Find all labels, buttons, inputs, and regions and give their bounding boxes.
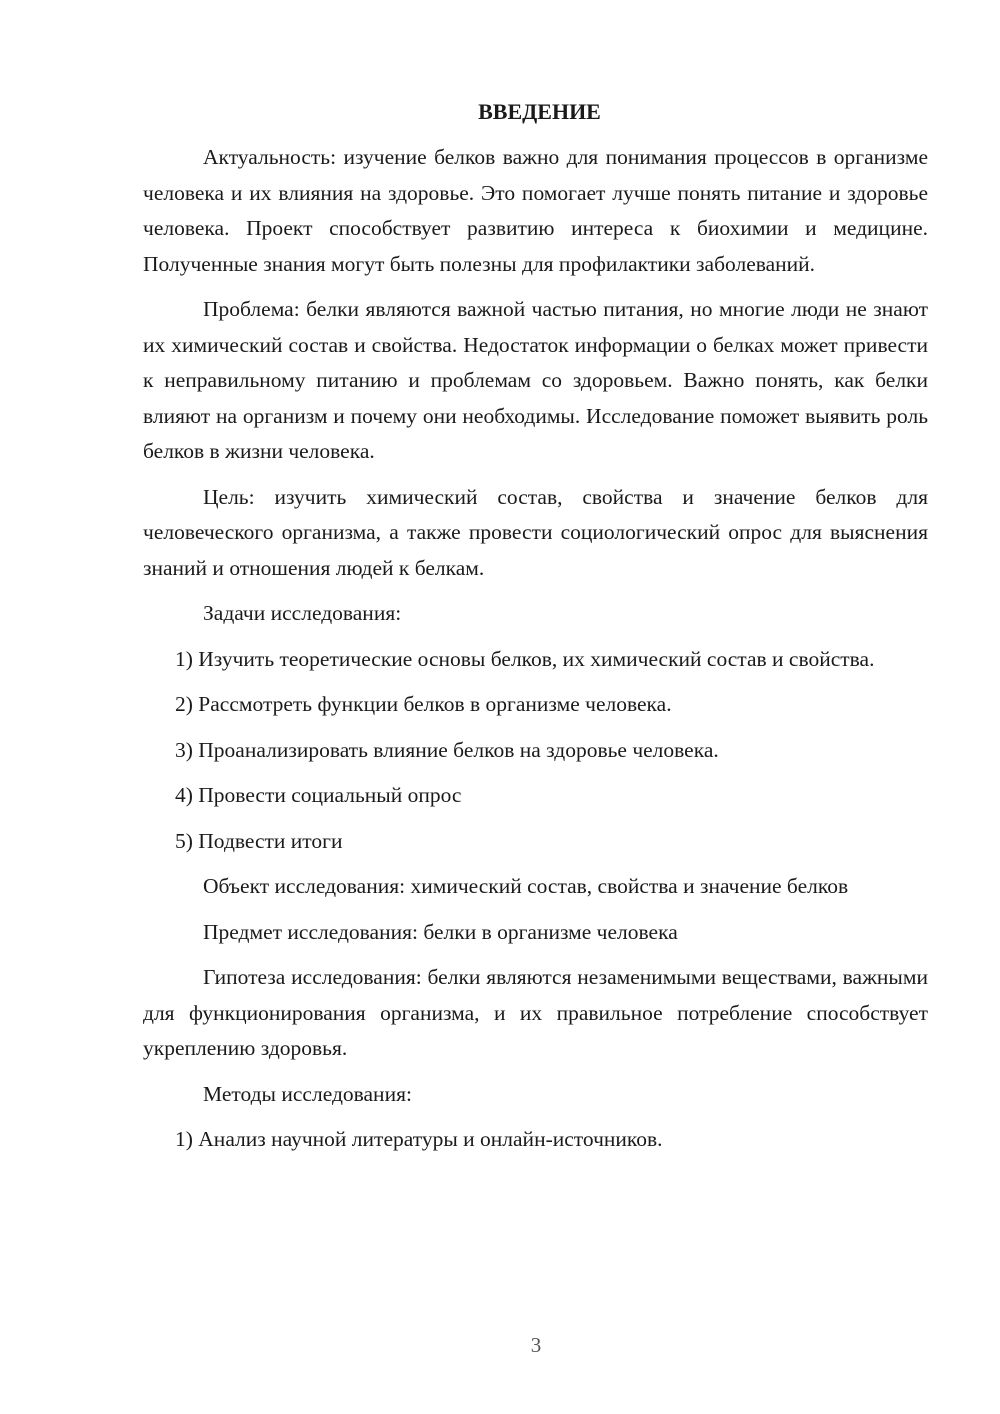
subject-paragraph: Предмет исследования: белки в организме человека <box>203 919 678 944</box>
methods-heading: Методы исследования: <box>203 1081 412 1106</box>
relevance-paragraph: Актуальность: изучение белков важно для понимания процессов в организме человека и их влияния на здоровье. Это помогает лучше понять питание и здоровье человека. Проект способствует развитию интереса к биохимии и медицине. Полученные знания могут быть полезны для профилактики заболеваний. <box>143 145 928 276</box>
hypothesis-paragraph: Гипотеза исследования: белки являются незаменимыми веществами, важными для функционирования организма, и их правильное потребление способствует укреплению здоровья. <box>143 965 928 1060</box>
method-item: 1) Анализ научной литературы и онлайн-источников. <box>175 1127 663 1151</box>
task-item: 1) Изучить теоретические основы белков, их химический состав и свойства. <box>175 646 875 671</box>
task-item: 2) Рассмотреть функции белков в организме человека. <box>175 692 672 716</box>
task-item: 4) Провести социальный опрос <box>175 783 462 807</box>
object-paragraph: Объект исследования: химический состав, свойства и значение белков <box>203 874 849 898</box>
page-number: 3 <box>530 1333 542 1357</box>
tasks-heading: Задачи исследования: <box>203 601 402 625</box>
page-title: ВВЕДЕНИЕ <box>478 99 601 124</box>
task-item: 3) Проанализировать влияние белков на здоровье человека. <box>175 737 719 762</box>
goal-paragraph: Цель: изучить химический состав, свойства и значение белков для человеческого организма, а также провести социологический опрос для выяснения знаний и отношения людей к белкам. <box>143 484 928 580</box>
page-content <box>143 97 928 1168</box>
problem-paragraph: Проблема: белки являются важной частью питания, но многие люди не знают их химический состав и свойства. Недостаток информации о белках может привести к неправильному питанию и проблемам со здоровьем. Важно понять, как белки влияют на организм и почему они необходимы. Исследование поможет выявить роль белков в жизни человека. <box>143 297 928 463</box>
task-item: 5) Подвести итоги <box>175 828 343 853</box>
